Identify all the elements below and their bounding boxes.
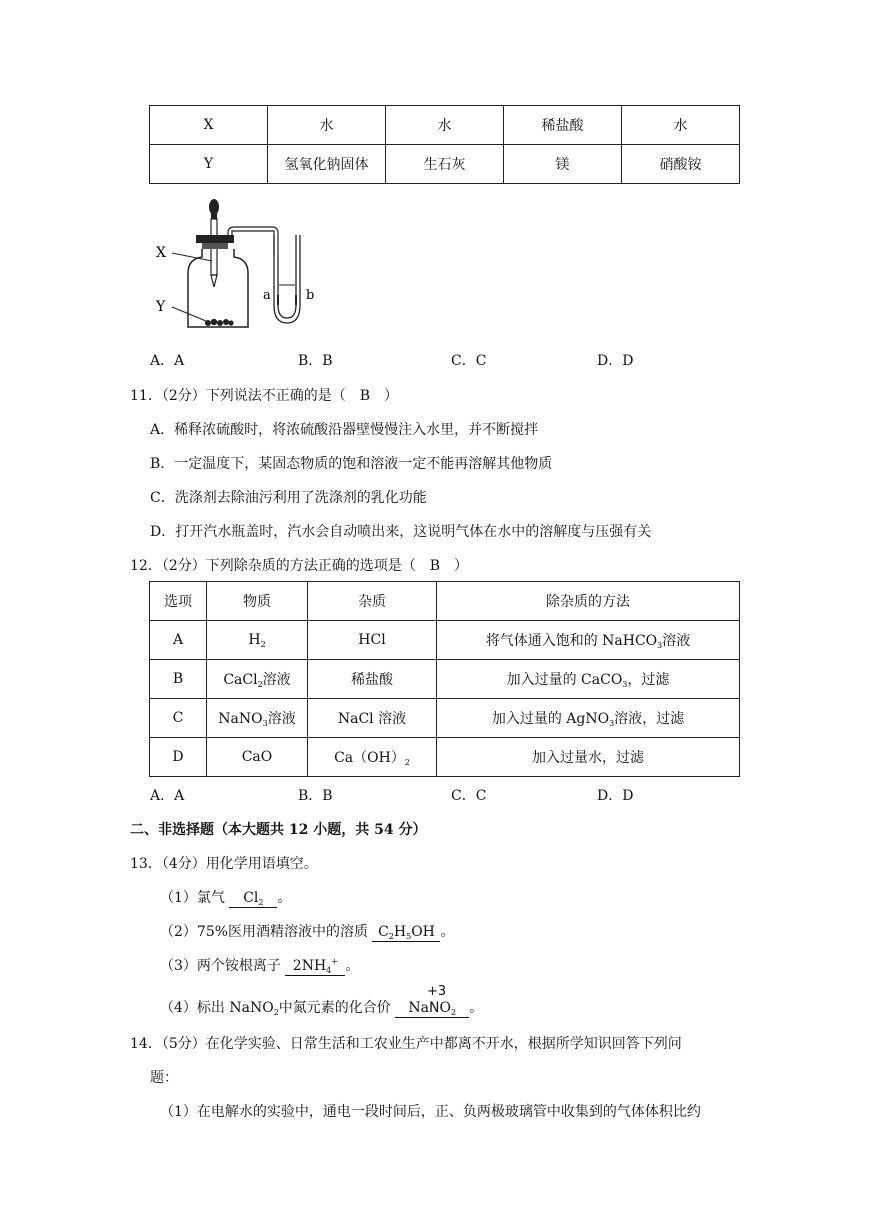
- table-cell: C: [150, 699, 207, 738]
- table-cell: 稀盐酸: [308, 660, 437, 699]
- table-cell: CaO: [207, 738, 308, 777]
- option-d[interactable]: D．D: [597, 353, 634, 369]
- section-heading: 二、非选择题（本大题共 12 小题，共 54 分）: [130, 822, 427, 838]
- table-cell: B: [150, 660, 207, 699]
- table-cell: D: [150, 738, 207, 777]
- option-c[interactable]: C．C: [451, 353, 487, 369]
- table-header: 杂质: [308, 582, 437, 621]
- q13-part3: （3）两个铵根离子 $2NH_4^+$ 。: [160, 957, 360, 975]
- table-cell: 加入过量的 AgNO$_3$溶液，过滤: [437, 699, 740, 738]
- impurity-table: [149, 581, 740, 777]
- q13-stem: 13．（4分）用化学用语填空。: [130, 856, 318, 872]
- reagent-table: [149, 105, 740, 184]
- table-cell: 水: [268, 106, 386, 145]
- answer-blank: $2NH_4^+$: [285, 957, 345, 976]
- answer-blank: Na +3 $NO_2$: [395, 1000, 469, 1018]
- table-cell: 稀盐酸: [504, 106, 622, 145]
- table-cell: A: [150, 621, 207, 660]
- table-cell: $Ca(OH)_2$: [308, 738, 437, 777]
- label-b: b: [306, 288, 315, 303]
- option-c[interactable]: C．C: [451, 788, 487, 804]
- option-d[interactable]: D．D: [597, 788, 634, 804]
- table-cell: 水: [622, 106, 740, 145]
- table-row: [150, 660, 740, 699]
- option-b[interactable]: B．B: [298, 788, 333, 804]
- table-row: [150, 621, 740, 660]
- table-cell: 水: [386, 106, 504, 145]
- q11-option-b[interactable]: B．一定温度下，某固态物质的饱和溶液一定不能再溶解其他物质: [150, 456, 553, 472]
- table-header: 选项: [150, 582, 207, 621]
- label-y: Y: [156, 299, 166, 315]
- label-a: a: [263, 288, 271, 303]
- q11-option-a[interactable]: A．稀释浓硫酸时，将浓硫酸沿器壁慢慢注入水里，并不断搅拌: [150, 422, 539, 438]
- solid-y: [205, 319, 234, 326]
- option-a[interactable]: A．A: [150, 788, 185, 804]
- table-cell: 将气体通入饱和的 NaHCO$_3$溶液: [437, 621, 740, 660]
- table-cell: HCl: [308, 621, 437, 660]
- q11-option-d[interactable]: D．打开汽水瓶盖时，汽水会自动喷出来，这说明气体在水中的溶解度与压强有关: [150, 524, 652, 540]
- table-row: [150, 699, 740, 738]
- label-x: X: [156, 245, 166, 261]
- q11-option-c[interactable]: C．洗涤剂去除油污利用了洗涤剂的乳化功能: [150, 490, 427, 506]
- table-cell: $H_2$: [207, 621, 308, 660]
- q14-part1: （1）在电解水的实验中，通电一段时间后，正、负两极玻璃管中收集到的气体体积比约: [160, 1104, 701, 1120]
- table-cell: Y: [150, 145, 268, 184]
- table-cell: 加入过量的 CaCO$_3$，过滤: [437, 660, 740, 699]
- table-cell: X: [150, 106, 268, 145]
- table-cell: 镁: [504, 145, 622, 184]
- answer-blank: $Cl_2$: [229, 890, 277, 908]
- bottle: [188, 249, 248, 327]
- dropper-bulb: [209, 199, 219, 215]
- option-b[interactable]: B．B: [298, 353, 333, 369]
- q14-stem-line2: 题：: [150, 1070, 178, 1086]
- table-header: 物质: [207, 582, 308, 621]
- table-cell: NaNO$_3$溶液: [207, 699, 308, 738]
- q11-stem: 11．（2分）下列说法不正确的是（ B ）: [130, 388, 399, 404]
- apparatus-figure: [150, 195, 330, 335]
- q14-stem-line1: 14．（5分）在化学实验、日常生活和工农业生产中都离不开水，根据所学知识回答下列问: [130, 1036, 682, 1052]
- table-cell: 氢氧化钠固体: [268, 145, 386, 184]
- q13-part4: （4）标出 NaNO$_2$中氮元素的化合价 Na +3 $NO_2$ 。: [160, 984, 484, 1017]
- q12-stem: 12．（2分）下列除杂质的方法正确的选项是（ B ）: [130, 558, 469, 574]
- q13-part2: （2）75%医用酒精溶液中的溶质 $C_2H_5OH$ 。: [160, 924, 455, 941]
- q13-part1: （1）氯气 $Cl_2$ 。: [160, 890, 292, 907]
- table-cell: NaCl 溶液: [308, 699, 437, 738]
- answer-blank: $C_2H_5OH$: [372, 924, 440, 942]
- table-cell: CaCl$_2$溶液: [207, 660, 308, 699]
- table-cell: 加入过量水，过滤: [437, 738, 740, 777]
- option-a[interactable]: A．A: [150, 353, 185, 369]
- table-cell: 硝酸铵: [622, 145, 740, 184]
- table-row: [150, 738, 740, 777]
- table-header: 除杂质的方法: [437, 582, 740, 621]
- table-cell: 生石灰: [386, 145, 504, 184]
